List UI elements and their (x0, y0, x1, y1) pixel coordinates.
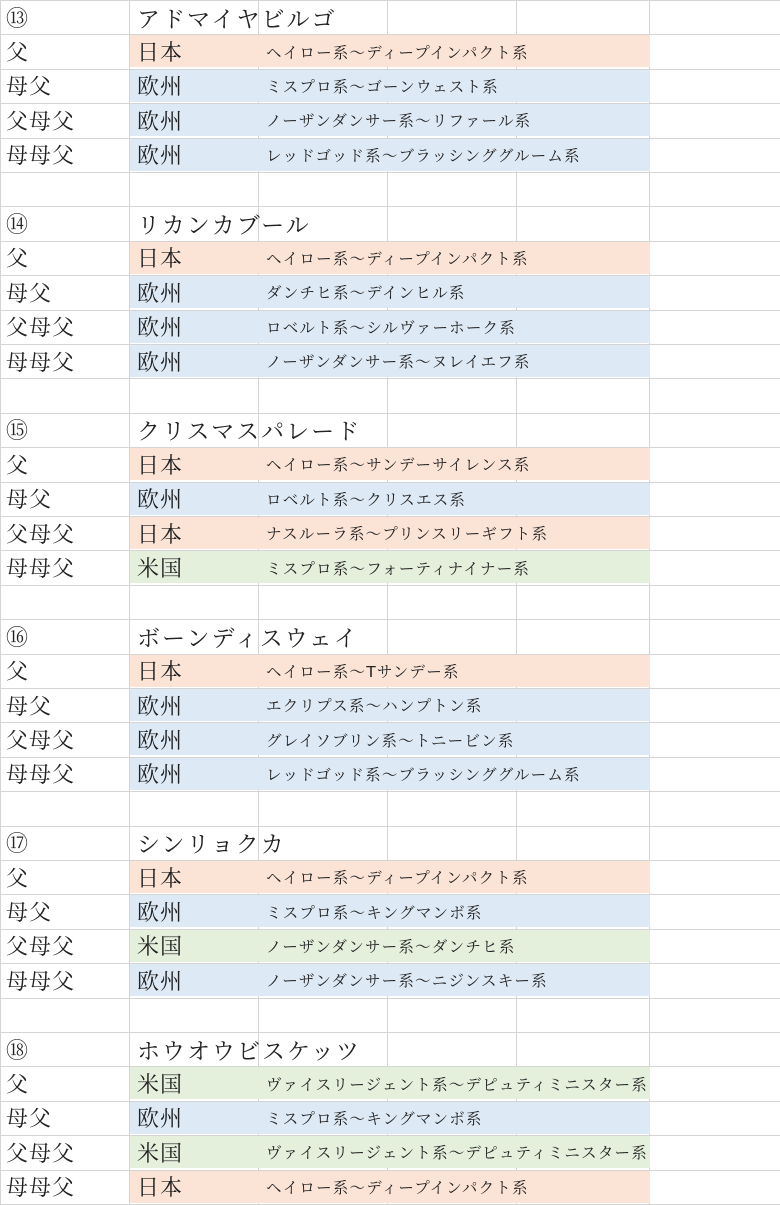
pedigree-row[interactable] (0, 757, 780, 791)
pedigree-row[interactable] (0, 1066, 780, 1100)
horse-number: ⑯ (6, 625, 29, 651)
gridline-horizontal (0, 1135, 780, 1136)
relation-label: 母母父 (6, 1176, 76, 1202)
sire-line-label: ヘイロー系〜ディープインパクト系 (266, 43, 529, 62)
relation-label: 父母父 (6, 729, 76, 755)
pedigree-row[interactable] (0, 688, 780, 722)
relation-label: 母母父 (6, 969, 76, 995)
sire-line-label: ダンチヒ系〜デインヒル系 (266, 284, 466, 303)
horse-header-row[interactable] (0, 619, 780, 653)
region-label: 欧州 (137, 144, 184, 170)
relation-label: 母父 (6, 1107, 53, 1133)
relation-label: 父 (6, 1073, 30, 1099)
gridline-horizontal (0, 447, 780, 448)
horse-header-row[interactable] (0, 1032, 780, 1066)
sire-line-label: レッドゴッド系〜ブラッシンググルーム系 (266, 146, 581, 165)
horse-header-row[interactable] (0, 413, 780, 447)
relation-label: 父母父 (6, 316, 76, 342)
gridline-horizontal (0, 103, 780, 104)
relation-label: 父母父 (6, 109, 76, 135)
sire-line-label: ナスルーラ系〜プリンスリーギフト系 (266, 525, 549, 544)
blank-row[interactable] (0, 378, 780, 412)
region-label: 日本 (137, 1176, 184, 1202)
relation-label: 父 (6, 247, 30, 273)
gridline-horizontal (0, 275, 780, 276)
region-label: 欧州 (137, 1107, 184, 1133)
gridline-horizontal (0, 413, 780, 414)
gridline-horizontal (0, 172, 780, 173)
sire-line-label: ヘイロー系〜サンデーサイレンス系 (266, 456, 531, 475)
sire-line-label: ヴァイスリージェント系〜デピュティミニスター系 (266, 1075, 648, 1094)
gridline-horizontal (0, 550, 780, 551)
relation-label: 母母父 (6, 557, 76, 583)
horse-name: ボーンディスウェイ (137, 625, 359, 652)
gridline-horizontal (0, 344, 780, 345)
horse-number: ⑱ (6, 1038, 29, 1064)
pedigree-row[interactable] (0, 138, 780, 172)
region-label: 欧州 (137, 281, 184, 307)
gridline-horizontal (0, 1066, 780, 1067)
sire-line-label: ノーザンダンサー系〜ダンチヒ系 (266, 937, 516, 956)
gridline-horizontal (0, 894, 780, 895)
gridline-horizontal (0, 722, 780, 723)
horse-number: ⑬ (6, 6, 29, 32)
region-label: 欧州 (137, 109, 184, 135)
region-label: 欧州 (137, 488, 184, 514)
blank-row[interactable] (0, 172, 780, 206)
pedigree-row[interactable] (0, 894, 780, 928)
relation-label: 父 (6, 866, 30, 892)
blank-row[interactable] (0, 585, 780, 619)
gridline-horizontal (0, 138, 780, 139)
pedigree-row[interactable] (0, 241, 780, 275)
relation-label: 父母父 (6, 1141, 76, 1167)
gridline-horizontal (0, 688, 780, 689)
gridline-horizontal (0, 241, 780, 242)
blank-row[interactable] (0, 791, 780, 825)
relation-label: 父母父 (6, 522, 76, 548)
gridline-horizontal (0, 791, 780, 792)
pedigree-row[interactable] (0, 722, 780, 756)
horse-header-row[interactable] (0, 206, 780, 240)
pedigree-row[interactable] (0, 550, 780, 584)
sire-line-label: グレイソブリン系〜トニービン系 (266, 731, 515, 750)
horse-header-row[interactable] (0, 0, 780, 34)
region-label: 米国 (137, 557, 184, 583)
sire-line-label: ノーザンダンサー系〜ニジンスキー系 (266, 972, 548, 991)
pedigree-row[interactable] (0, 654, 780, 688)
region-label: 日本 (137, 522, 184, 548)
pedigree-row[interactable] (0, 69, 780, 103)
gridline-horizontal (0, 963, 780, 964)
sire-line-label: ミスプロ系〜ゴーンウェスト系 (266, 77, 499, 96)
gridline-horizontal (0, 826, 780, 827)
relation-label: 母母父 (6, 763, 76, 789)
sire-line-label: ロベルト系〜クリスエス系 (266, 490, 467, 509)
region-label: 欧州 (137, 316, 184, 342)
horse-name: クリスマスパレード (137, 419, 362, 446)
gridline-horizontal (0, 929, 780, 930)
gridline-horizontal (0, 206, 780, 207)
pedigree-row[interactable] (0, 929, 780, 963)
gridline-horizontal (0, 998, 780, 999)
gridline-horizontal (0, 1032, 780, 1033)
sire-line-label: ミスプロ系〜キングマンボ系 (266, 1109, 483, 1128)
gridline-horizontal (0, 1170, 780, 1171)
horse-name: リカンカブール (137, 213, 311, 240)
sire-line-label: ロベルト系〜シルヴァーホーク系 (266, 318, 516, 337)
gridline-horizontal (0, 0, 780, 1)
pedigree-row[interactable] (0, 447, 780, 481)
region-label: 日本 (137, 453, 184, 479)
gridline-horizontal (0, 585, 780, 586)
sire-line-label: エクリプス系〜ハンプトン系 (266, 697, 483, 716)
relation-label: 母母父 (6, 144, 76, 170)
pedigree-row[interactable] (0, 963, 780, 997)
gridline-horizontal (0, 757, 780, 758)
pedigree-row[interactable] (0, 860, 780, 894)
relation-label: 父 (6, 660, 30, 686)
region-label: 欧州 (137, 694, 184, 720)
gridline-horizontal (0, 69, 780, 70)
sire-line-label: レッドゴッド系〜ブラッシンググルーム系 (266, 765, 581, 784)
region-label: 日本 (137, 660, 184, 686)
horse-name: ホウオウビスケッツ (137, 1038, 361, 1065)
region-label: 欧州 (137, 350, 184, 376)
horse-number: ⑮ (6, 419, 29, 445)
gridline-horizontal (0, 1101, 780, 1102)
sire-line-label: ヴァイスリージェント系〜デピュティミニスター系 (266, 1144, 648, 1163)
region-label: 米国 (137, 1073, 184, 1099)
region-label: 欧州 (137, 901, 184, 927)
horse-header-row[interactable] (0, 826, 780, 860)
region-label: 日本 (137, 247, 184, 273)
pedigree-row[interactable] (0, 103, 780, 137)
horse-number: ⑰ (6, 832, 29, 858)
region-label: 日本 (137, 41, 184, 67)
region-label: 欧州 (137, 763, 184, 789)
region-label: 日本 (137, 866, 184, 892)
horse-name: シンリョクカ (137, 832, 286, 859)
relation-label: 母父 (6, 694, 53, 720)
gridline-horizontal (0, 516, 780, 517)
relation-label: 母父 (6, 901, 53, 927)
gridline-horizontal (0, 482, 780, 483)
relation-label: 父 (6, 41, 30, 67)
relation-label: 母父 (6, 75, 53, 101)
horse-name: アドマイヤビルゴ (137, 6, 337, 33)
sire-line-label: ノーザンダンサー系〜ヌレイエフ系 (266, 353, 531, 372)
relation-label: 父 (6, 453, 30, 479)
pedigree-row[interactable] (0, 275, 780, 309)
region-label: 欧州 (137, 75, 184, 101)
pedigree-row[interactable] (0, 344, 780, 378)
pedigree-row[interactable] (0, 482, 780, 516)
sire-line-label: ミスプロ系〜フォーティナイナー系 (266, 559, 531, 578)
gridline-horizontal (0, 310, 780, 311)
sire-line-label: ミスプロ系〜キングマンボ系 (266, 903, 483, 922)
gridline-horizontal (0, 619, 780, 620)
gridline-horizontal (0, 378, 780, 379)
pedigree-row[interactable] (0, 1170, 780, 1204)
horse-number: ⑭ (6, 213, 29, 239)
sire-line-label: ヘイロー系〜Tサンデー系 (266, 662, 460, 681)
gridline-horizontal (0, 860, 780, 861)
region-label: 欧州 (137, 729, 184, 755)
region-label: 米国 (137, 1141, 184, 1167)
pedigree-row[interactable] (0, 516, 780, 550)
relation-label: 母父 (6, 488, 53, 514)
relation-label: 父母父 (6, 935, 76, 961)
relation-label: 母母父 (6, 350, 76, 376)
pedigree-row[interactable] (0, 1135, 780, 1169)
relation-label: 母父 (6, 281, 53, 307)
region-label: 欧州 (137, 969, 184, 995)
pedigree-row[interactable] (0, 34, 780, 68)
gridline-horizontal (0, 654, 780, 655)
blank-row[interactable] (0, 998, 780, 1032)
sire-line-label: ヘイロー系〜ディープインパクト系 (266, 869, 529, 888)
gridline-horizontal (0, 34, 780, 35)
sire-line-label: ヘイロー系〜ディープインパクト系 (266, 249, 529, 268)
sire-line-label: ヘイロー系〜ディープインパクト系 (266, 1178, 529, 1197)
pedigree-row[interactable] (0, 1101, 780, 1135)
pedigree-row[interactable] (0, 310, 780, 344)
region-label: 米国 (137, 935, 184, 961)
sire-line-label: ノーザンダンサー系〜リファール系 (266, 112, 532, 131)
